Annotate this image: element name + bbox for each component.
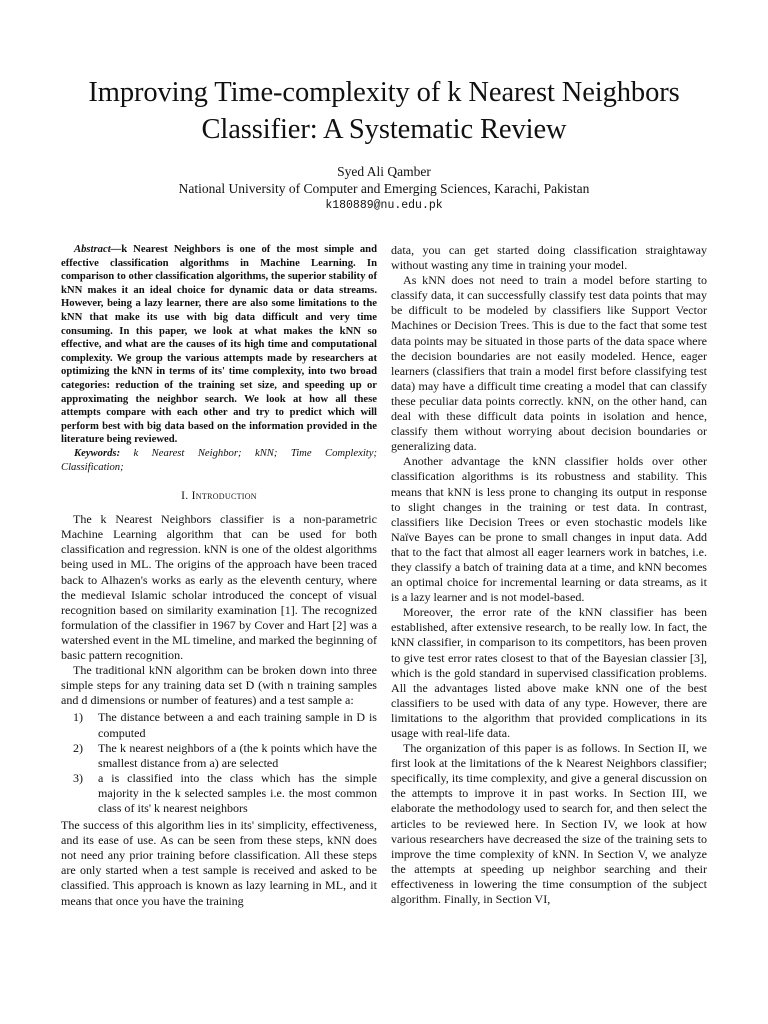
keywords (61, 447, 377, 474)
list-item-text: The distance between a and each training sample in D is computed (98, 710, 377, 740)
intro-paragraph-8: The organization of this paper is as follows. In Section II, we first look at the limitations of the k Nearest Neighbors classifier; specifically, its time complexity, and give a general discussion on the attempts to improve it in past works. In Section III, we elaborate the methodology used to search for, and then select the articles to be reviewed here. In Section IV, we look at how various researchers have decreased the size of the training sets to improve the time complexity of kNN. In Section V, we analyze the attempts at speeding up neighbor searching and their effectiveness in lowering the time consumption of the subject algorithm. Finally, in Section VI, (391, 741, 707, 907)
list-item-number: 2) (73, 740, 84, 755)
paper-title (0, 74, 768, 148)
keywords-text: k Nearest Neighbor; kNN; Time Complexity; Classification; (61, 447, 377, 473)
section-heading-introduction: I. Introduction (181, 489, 257, 503)
algorithm-steps-list (61, 710, 377, 816)
intro-paragraph-6: Another advantage the kNN classifier holds over other classification algorithms is its robustness and stability. This means that kNN is less prone to changing its output in response to slight changes in the training or test data. In contrast, classifiers like Decision Trees or even stochastic models like Naïve Bayes can be prone to small changes in input data. Add that to the fact that almost all eager learners work in batches, i.e. they classify a batch of training data at a time, and kNN becomes an optimal choice for incremental learning or data streams, as it is a lazy learner and is not model-based. (391, 454, 707, 605)
abstract-text: k Nearest Neighbors is one of the most simple and effective classification algorithms in Machine Learning. In comparison to other classification algorithms, the superior stability of kNN makes it an ideal choice for dynamic data or data streams. However, being a lazy learner, there are also some limitations to the kNN that make its use with big data difficult and very time consuming. In this paper, we look at what makes the kNN so effective, and what are the causes of its high time and computational complexity. We group the various attempts made by researchers at optimizing the kNN in terms of its' time complexity, into two broad categories: reduction of the training set size, and speeding up or approximating the neighbor search. We look at how all these attempts compare with each other and try to predict which will perform best with big data based on the information provided in the literature being reviewed. (61, 244, 377, 446)
intro-paragraph-4: data, you can get started doing classification straightaway without wasting any time in training your model. (391, 243, 707, 273)
list-item-number: 3) (73, 770, 84, 785)
author-name: Syed Ali Qamber (337, 164, 431, 179)
title-line-2: Classifier: A Systematic Review (201, 114, 567, 145)
list-item-text: a is classified into the class which has the simple majority in the k selected samples i.e. the most common class of its' k nearest neighbors (98, 770, 377, 815)
list-item (61, 741, 377, 771)
author-affiliation: National University of Computer and Emerging Sciences, Karachi, Pakistan (178, 181, 590, 196)
author-email: k180889@nu.edu.pk (325, 199, 443, 212)
author-block (0, 163, 768, 215)
intro-paragraph-1: The k Nearest Neighbors classifier is a non-parametric Machine Learning algorithm that can be used for both classification and regression. kNN is one of the oldest algorithms being used in ML. The origins of the approach have been traced back to Alhazen's works as early as the eleventh century, where the medieval Islamic scholar introduced the concept of visual recognition based on similarity examination [1]. The recognized formulation of the classifier in 1967 by Cover and Hart [2] was a watershed event in the ML timeline, and marked the beginning of basic pattern recognition. (61, 512, 377, 663)
list-item-number: 1) (73, 710, 84, 725)
abstract (61, 243, 377, 447)
intro-paragraph-7: Moreover, the error rate of the kNN classifier has been established, after extensive research, to be really low. In fact, the kNN classifier, in comparison to its competitors, has been proven to give test error rates closest to that of the Bayesian classier [3], which is the gold standard in supervised classification problems. All the advantages listed above make kNN one of the best classifiers to be used with data of any type. However, there are limitations to the algorithm that provided complications in its usage with real-life data. (391, 605, 707, 740)
intro-paragraph-2: The traditional kNN algorithm can be broken down into three simple steps for any training data set D (with n training samples and d dimensions or number of features) and a test sample a: (61, 663, 377, 708)
list-item (61, 710, 377, 740)
title-line-1: Improving Time-complexity of k Nearest Neighbors (88, 77, 680, 108)
intro-paragraph-3: The success of this algorithm lies in its' simplicity, effectiveness, and its ease of use. As can be seen from these steps, kNN does not need any prior training before classification. All these steps are only started when a test sample is received and asked to be classified. This approach is known as lazy learning in ML, and it means that once you have the training (61, 818, 377, 908)
list-item-text: The k nearest neighbors of a (the k points which have the smallest distance from a) are selected (98, 740, 377, 770)
abstract-label: Abstract— (74, 244, 122, 255)
intro-paragraph-5: As kNN does not need to train a model before starting to classify data, it can successfully classify test data points that may be difficult to be modeled by classifiers like Support Vector Machines or Decision Trees. This is due to the fact that some test data points may be situated in those parts of the data space where the decision boundaries are not easily modeled. Hence, eager learners (classifiers that train a model first before classifying test data) may have a difficult time creating a model that can classify these peculiar data points correctly. kNN, on the other hand, can deal with these difficult data points in isolation and hence, classify them without worrying about decision boundaries or generalizing data. (391, 273, 707, 454)
left-column (61, 243, 377, 909)
list-item (61, 771, 377, 816)
keywords-label: Keywords: (74, 447, 121, 459)
right-column (391, 243, 707, 907)
